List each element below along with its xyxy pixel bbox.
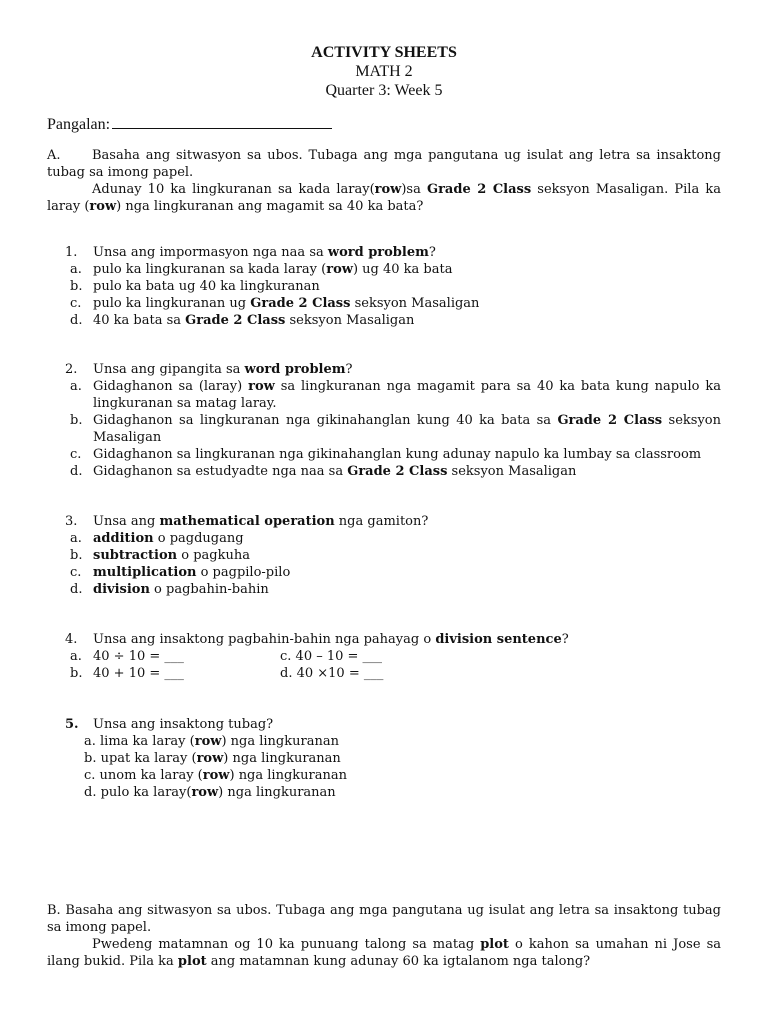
question-text: Unsa ang insaktong pagbahin-bahin nga pahayag o: [93, 632, 436, 647]
problem-text: seksyon Masaligan. Pila ka laray (: [47, 182, 721, 214]
question-1-text: [47, 244, 721, 261]
option-bold: addition: [93, 531, 154, 546]
question-text: Unsa ang gipangita sa: [93, 362, 245, 377]
question-number: 2.: [65, 362, 78, 377]
sheet-subject: MATH 2: [355, 63, 413, 80]
option-letter: b.: [70, 666, 83, 681]
option-a: [70, 648, 280, 665]
option-part: ) nga lingkuranan: [229, 768, 347, 783]
option-text: [93, 463, 721, 480]
option-text: [93, 378, 721, 412]
question-text: ?: [561, 632, 569, 647]
problem-text: ) nga lingkuranan ang magamit sa 40 ka bata?: [116, 199, 424, 214]
option-letter: d.: [70, 313, 83, 328]
question-bold: word problem: [244, 362, 346, 377]
section-a-instruction: [47, 147, 721, 181]
option-part: sa lingkuranan nga magamit para sa 40 ka bata kung napulo ka lingkuranan sa matag laray.: [93, 379, 721, 411]
question-bold: mathematical operation: [159, 514, 335, 529]
option-c: c. 40 – 10 = ___: [280, 649, 383, 664]
option-part: d. pulo ka laray(: [84, 785, 192, 800]
option-part: o pagpilo-pilo: [196, 565, 291, 580]
option-bold: row: [196, 751, 224, 766]
option-letter: c.: [70, 296, 82, 311]
section-b: [47, 902, 721, 970]
option-bold: row: [194, 734, 222, 749]
option-b: [47, 278, 721, 295]
option-a: [47, 733, 721, 750]
option-c: [47, 446, 721, 463]
question-1: [47, 244, 721, 329]
option-part: ) nga lingkuranan: [218, 785, 336, 800]
question-5: [47, 716, 721, 801]
option-a: [47, 261, 721, 278]
sheet-title: ACTIVITY SHEETS: [311, 44, 457, 61]
option-part: Gidaghanon sa estudyadte nga naa sa: [93, 464, 348, 479]
option-text: [93, 564, 721, 581]
option-text: 40 ÷ 10 = ___: [93, 649, 184, 664]
option-part: ) nga lingkuranan: [223, 751, 341, 766]
option-bold: Grade 2 Class: [185, 313, 286, 328]
activity-sheet: [47, 43, 721, 801]
problem-text: Adunay 10 ka lingkuranan sa kada laray(: [92, 182, 375, 197]
option-letter: d.: [70, 464, 83, 479]
question-4-text: [47, 631, 721, 648]
option-part: o pagdugang: [153, 531, 244, 546]
name-label: Pangalan:: [47, 116, 111, 133]
option-b: [47, 750, 721, 767]
option-text: 40 + 10 = ___: [93, 666, 184, 681]
question-number: 3.: [65, 514, 78, 529]
option-text: [93, 412, 721, 446]
problem-bold: plot: [177, 954, 207, 969]
option-letter: c.: [70, 565, 82, 580]
option-c: [47, 767, 721, 784]
option-bold: Grade 2 Class: [347, 464, 448, 479]
option-d: d. 40 ×10 = ___: [280, 666, 384, 681]
option-part: Gidaghanon sa (laray): [93, 379, 249, 394]
question-text: Unsa ang impormasyon nga naa sa: [93, 245, 328, 260]
option-bold: division: [93, 582, 150, 597]
section-b-label: B.: [47, 903, 61, 918]
option-part: seksyon Masaligan: [285, 313, 415, 328]
problem-text: )sa: [401, 182, 427, 197]
problem-text: o kahon sa umahan ni Jose sa ilang bukid. Pila ka: [47, 937, 721, 969]
question-number: 1.: [65, 245, 78, 260]
section-a-instruction-text: Basaha ang sitwasyon sa ubos. Tubaga ang mga pangutana ug isulat ang letra sa insaktong tubag sa imong papel.: [47, 148, 721, 180]
section-b-instruction: [47, 902, 721, 936]
problem-bold: row: [374, 182, 402, 197]
option-part: b. upat ka laray (: [84, 751, 197, 766]
option-letter: b.: [70, 548, 83, 563]
option-letter: a.: [70, 649, 82, 664]
section-b-problem: [47, 936, 721, 970]
option-part: seksyon Masaligan: [350, 296, 480, 311]
section-a-label: A.: [47, 148, 61, 163]
option-d: [47, 463, 721, 480]
option-b: [47, 547, 721, 564]
option-part: o pagkuha: [177, 548, 250, 563]
option-part: pulo ka lingkuranan ug: [93, 296, 251, 311]
option-letter: a.: [70, 379, 82, 394]
option-letter: a.: [70, 531, 82, 546]
option-c: [47, 295, 721, 312]
option-part: 40 ka bata sa: [93, 313, 186, 328]
option-text: [93, 312, 721, 329]
question-5-text: [47, 716, 721, 733]
option-letter: b.: [70, 413, 83, 428]
header: [47, 43, 721, 100]
option-bold: Grade 2 Class: [250, 296, 351, 311]
option-b: [47, 412, 721, 446]
option-letter: b.: [70, 279, 83, 294]
question-4: [47, 631, 721, 682]
question-3-text: [47, 513, 721, 530]
option-part: ) ug 40 ka bata: [352, 262, 453, 277]
name-line: [47, 114, 721, 135]
question-text: ?: [345, 362, 353, 377]
option-bold: Grade 2 Class: [557, 413, 663, 428]
option-bold: row: [202, 768, 230, 783]
name-blank: [112, 114, 332, 129]
option-row-2: [47, 665, 721, 682]
option-bold: row: [191, 785, 219, 800]
option-d: [47, 784, 721, 801]
question-number: 4.: [65, 632, 78, 647]
question-2-text: [47, 361, 721, 378]
option-bold: subtraction: [93, 548, 178, 563]
option-text: [93, 547, 721, 564]
option-part: Gidaghanon sa lingkuranan nga gikinahanglan kung 40 ka bata sa: [93, 413, 558, 428]
problem-bold: row: [89, 199, 117, 214]
option-row-1: [47, 648, 721, 665]
option-part: o pagbahin-bahin: [149, 582, 269, 597]
section-b-instruction-text: Basaha ang sitwasyon sa ubos. Tubaga ang mga pangutana ug isulat ang letra sa insaktong tubag sa imong papel.: [47, 903, 721, 935]
option-part: a. lima ka laray (: [84, 734, 195, 749]
problem-bold: plot: [480, 937, 509, 952]
option-text: [93, 295, 721, 312]
option-a: [47, 378, 721, 412]
option-d: [47, 581, 721, 598]
option-bold: multiplication: [93, 565, 197, 580]
problem-text: ang matamnan kung adunay 60 ka igtalanom nga talong?: [206, 954, 591, 969]
question-text: ?: [428, 245, 436, 260]
problem-text: Pwedeng matamnan og 10 ka punuang talong sa matag: [92, 937, 481, 952]
option-d: [47, 312, 721, 329]
question-text: Unsa ang insaktong tubag?: [93, 717, 274, 732]
option-text: [93, 530, 721, 547]
option-letter: c.: [70, 447, 82, 462]
option-part: seksyon Masaligan: [447, 464, 577, 479]
question-text: nga gamiton?: [334, 514, 429, 529]
option-text: Gidaghanon sa lingkuranan nga gikinahanglan kung adunay napulo ka lumbay sa classroom: [93, 447, 702, 462]
option-letter: d.: [70, 582, 83, 597]
section-a-problem: [47, 181, 721, 215]
question-2: [47, 361, 721, 480]
question-bold: word problem: [327, 245, 429, 260]
option-part: pulo ka lingkuranan sa kada laray (: [93, 262, 327, 277]
option-part: c. unom ka laray (: [84, 768, 203, 783]
option-text: [93, 581, 721, 598]
option-part: ) nga lingkuranan: [221, 734, 339, 749]
option-text: pulo ka bata ug 40 ka lingkuranan: [93, 279, 320, 294]
question-text: Unsa ang: [93, 514, 160, 529]
option-bold: row: [326, 262, 353, 277]
question-number: 5.: [65, 717, 79, 732]
question-3: [47, 513, 721, 598]
option-letter: a.: [70, 262, 82, 277]
sheet-quarter: Quarter 3: Week 5: [325, 82, 443, 99]
option-b: [70, 665, 280, 682]
problem-bold: Grade 2 Class: [426, 182, 532, 197]
option-a: [47, 530, 721, 547]
option-text: [93, 261, 721, 278]
option-c: [47, 564, 721, 581]
option-bold: row: [248, 379, 275, 394]
question-bold: division sentence: [435, 632, 562, 647]
option-part: seksyon Masaligan: [93, 413, 721, 445]
